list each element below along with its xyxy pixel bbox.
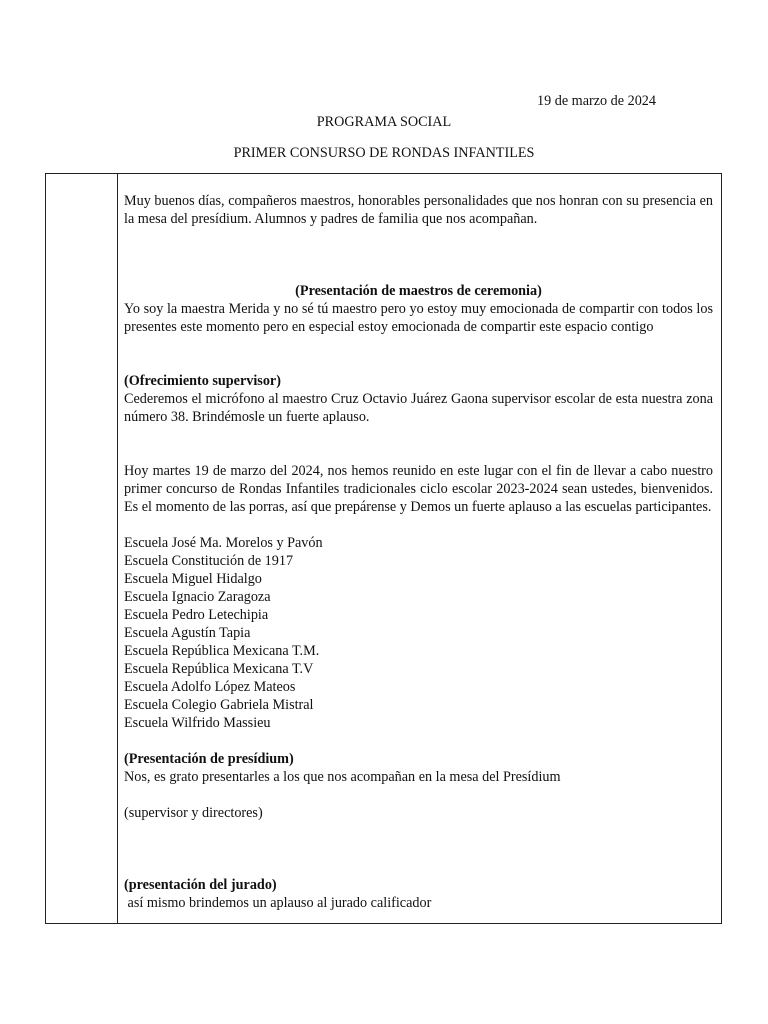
list-item: Escuela Adolfo López Mateos bbox=[124, 679, 296, 695]
document-subtitle: PRIMER CONSURSO DE RONDAS INFANTILES bbox=[233, 145, 535, 161]
presidium-text: Nos, es grato presentarles a los que nos acompañan en la mesa del Presídium bbox=[124, 769, 561, 785]
list-item: Escuela Constitución de 1917 bbox=[124, 553, 294, 569]
intro-paragraph: Hoy martes 19 de marzo del 2024, nos hemos reunido en este lugar con el fin de llevar a cabo nuestro primer concurso de Rondas Infantiles tradicionales ciclo escolar 2023-2024 sean ustedes, bienvenidos. Es el momento de las porras, así que prepárense y Demos un fuerte aplauso a las escuelas participantes. bbox=[124, 463, 713, 515]
list-item: Escuela Wilfrido Massieu bbox=[124, 715, 271, 731]
list-item: Escuela Ignacio Zaragoza bbox=[124, 589, 271, 605]
table-left-column bbox=[46, 174, 118, 923]
ceremony-masters-text: Yo soy la maestra Merida y no sé tú maestro pero yo estoy muy emocionada de compartir con todos los presentes este momento pero en especial estoy emocionada de compartir este espacio contigo bbox=[124, 301, 713, 335]
list-item: Escuela República Mexicana T.V bbox=[124, 661, 314, 677]
presidium-note: (supervisor y directores) bbox=[124, 805, 263, 821]
jury-heading: (presentación del jurado) bbox=[124, 877, 277, 893]
list-item: Escuela Colegio Gabriela Mistral bbox=[124, 697, 314, 713]
ceremony-masters-heading: (Presentación de maestros de ceremonia) bbox=[295, 283, 542, 299]
welcome-paragraph: Muy buenos días, compañeros maestros, honorables personalidades que nos honran con su presencia en la mesa del presídium. Alumnos y padres de familia que nos acompañan. bbox=[124, 193, 713, 227]
list-item: Escuela Pedro Letechipia bbox=[124, 607, 269, 623]
supervisor-heading: (Ofrecimiento supervisor) bbox=[124, 373, 281, 389]
list-item: Escuela Miguel Hidalgo bbox=[124, 571, 262, 587]
table-content-cell bbox=[124, 192, 713, 912]
document-date: 19 de marzo de 2024 bbox=[537, 93, 656, 109]
list-item: Escuela Agustín Tapia bbox=[124, 625, 251, 641]
program-table bbox=[45, 173, 722, 924]
presidium-heading: (Presentación de presídium) bbox=[124, 751, 294, 767]
jury-text: así mismo brindemos un aplauso al jurado calificador bbox=[124, 895, 432, 911]
supervisor-text: Cederemos el micrófono al maestro Cruz Octavio Juárez Gaona supervisor escolar de esta nuestra zona número 38. Brindémosle un fuerte aplauso. bbox=[124, 391, 713, 425]
list-item: Escuela José Ma. Morelos y Pavón bbox=[124, 535, 323, 551]
list-item: Escuela República Mexicana T.M. bbox=[124, 643, 320, 659]
document-title: PROGRAMA SOCIAL bbox=[316, 114, 452, 130]
schools-list bbox=[124, 534, 713, 732]
